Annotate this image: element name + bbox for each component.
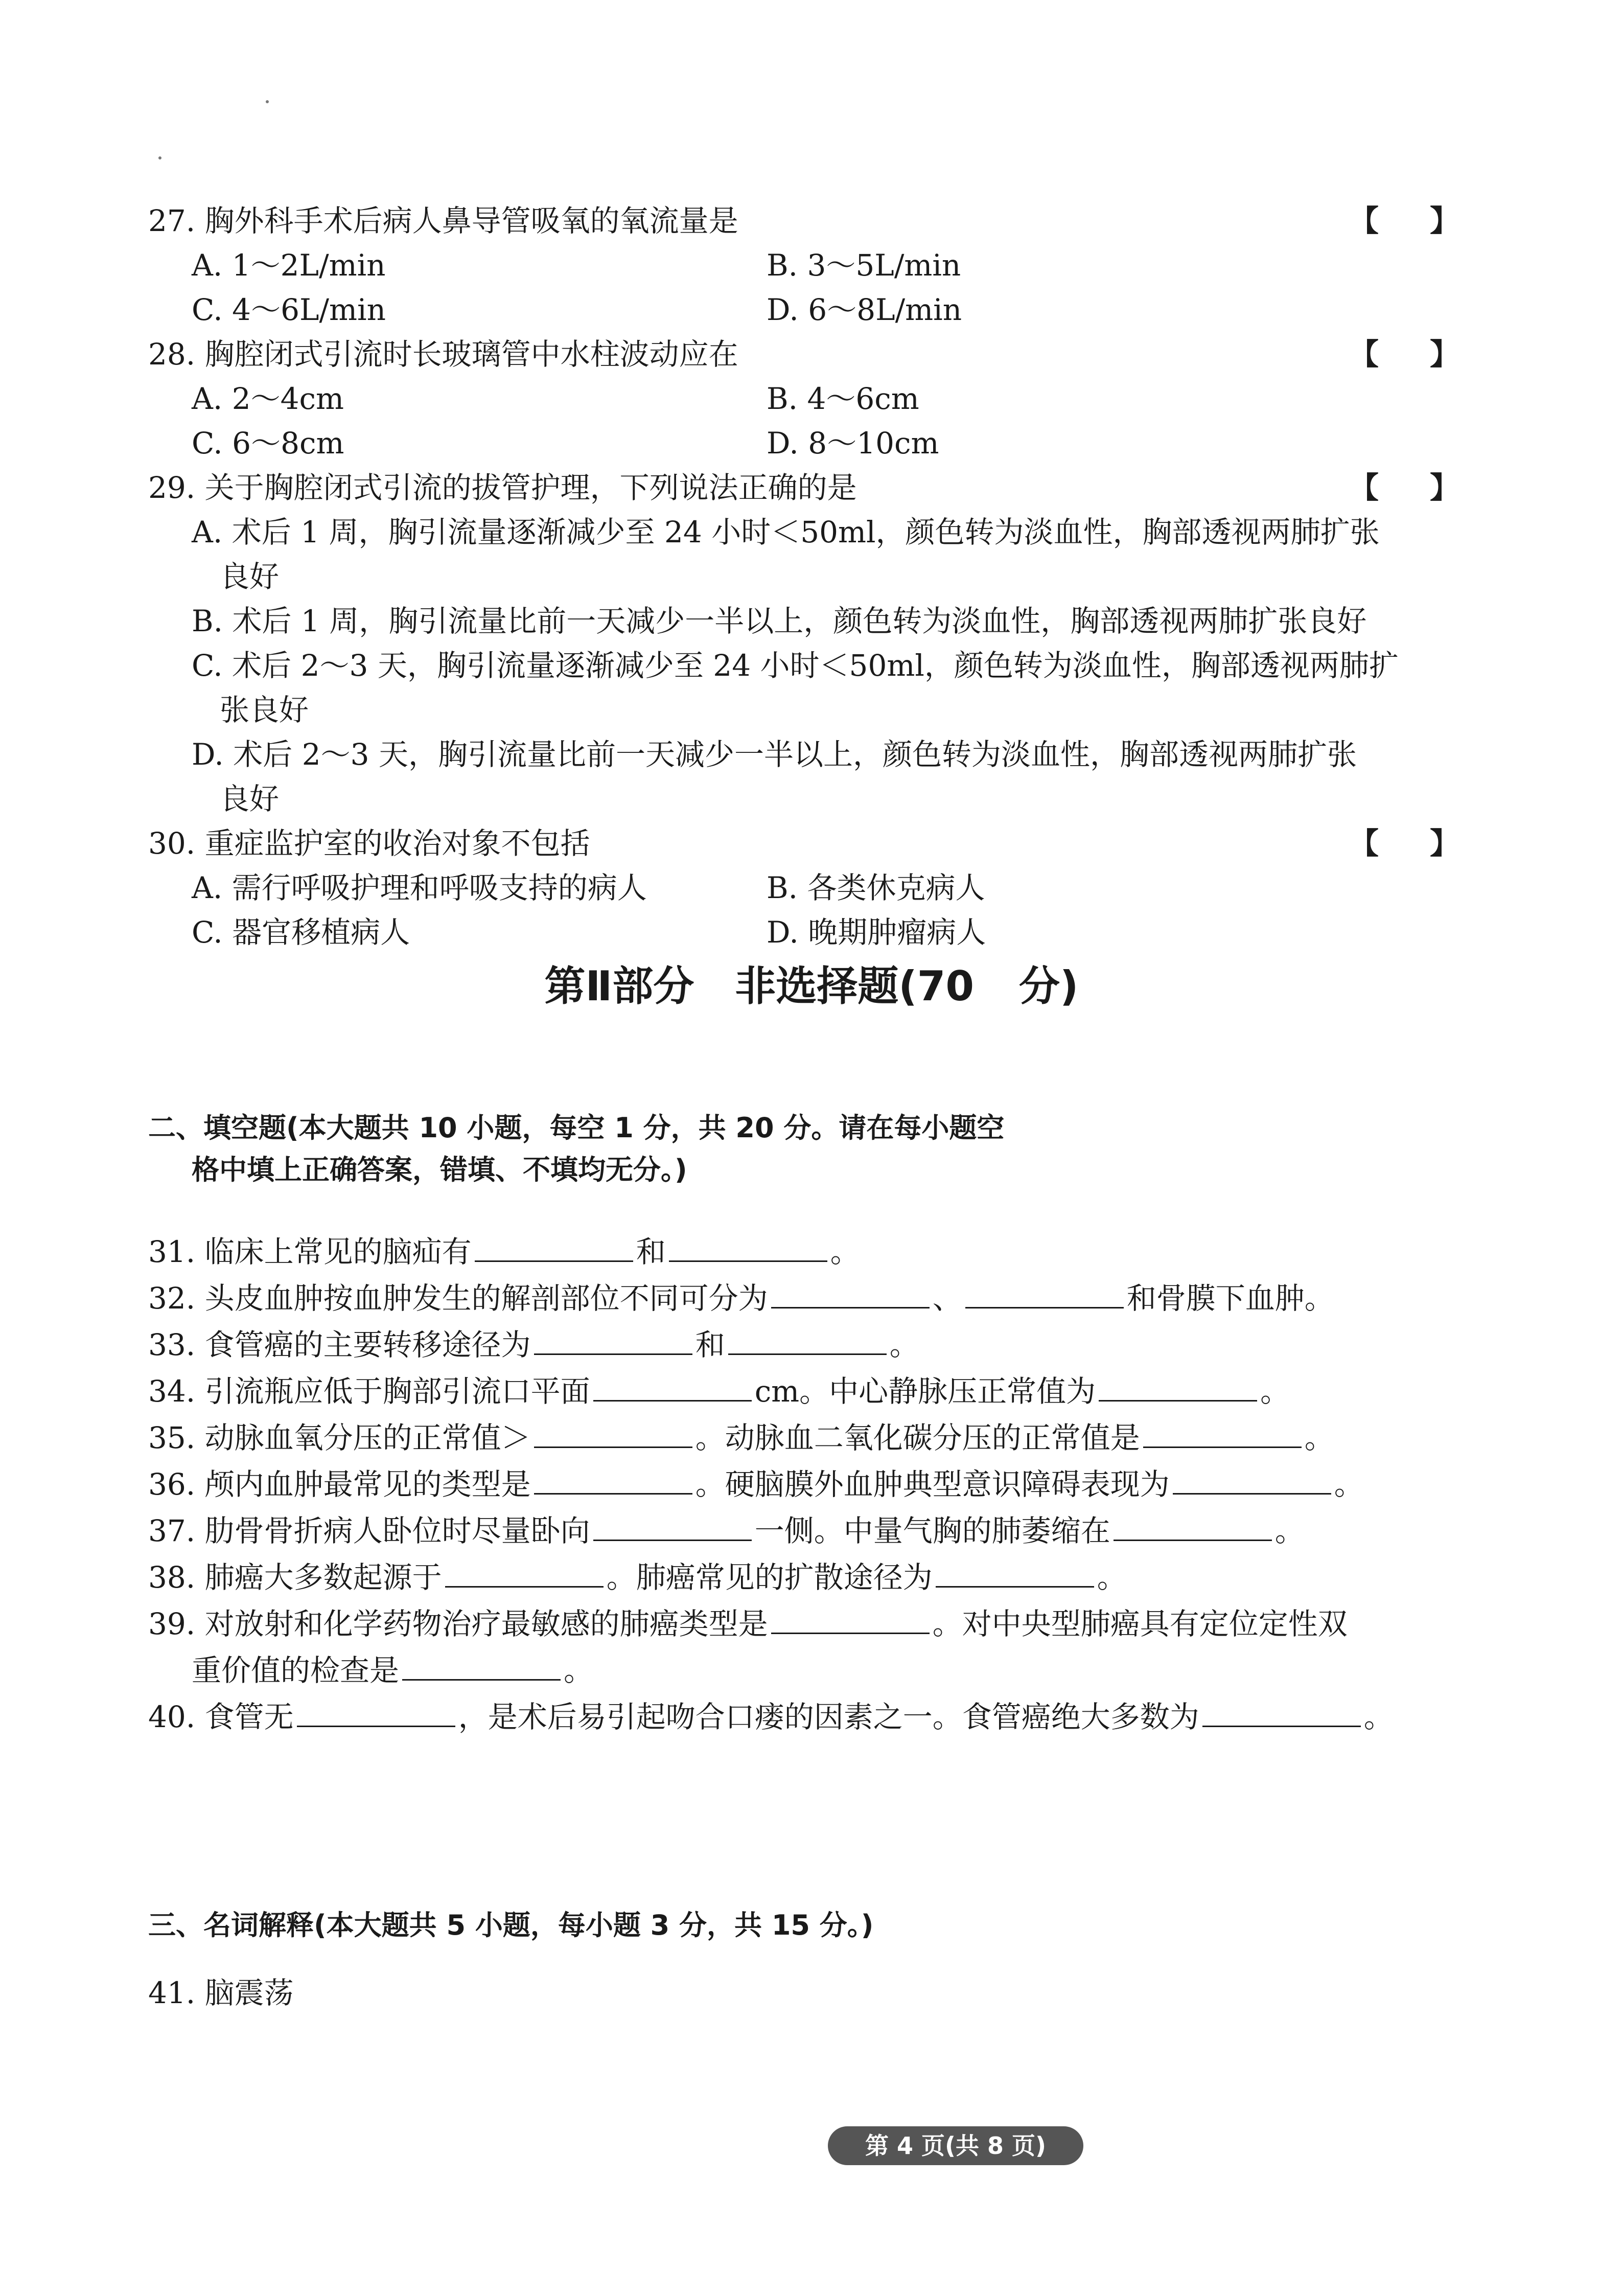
q29-option-c-cont: 张良好: [220, 693, 309, 727]
question-33: 33. 食管癌的主要转移途径为 和 。: [148, 1327, 919, 1362]
q28-option-c: C. 6～8cm: [192, 426, 344, 461]
question-41: 41. 脑震荡: [148, 1976, 294, 2010]
answer-blank[interactable]: [936, 1559, 1094, 1588]
answer-blank[interactable]: [771, 1606, 930, 1634]
answer-blank[interactable]: [534, 1420, 692, 1448]
q29-option-a-cont: 良好: [220, 559, 280, 594]
scan-speck: [158, 156, 161, 159]
scan-speck: [266, 100, 269, 103]
question-34: 34. 引流瓶应低于胸部引流口平面 cm。中心静脉压正常值为 。: [148, 1374, 1290, 1409]
q27-option-d: D. 6～8L/min: [767, 292, 962, 327]
q27-option-b: B. 3～5L/min: [767, 248, 961, 283]
q29-option-a: A. 术后 1 周，胸引流量逐渐减少至 24 小时＜50ml，颜色转为淡血性，胸部透视两肺扩张: [192, 515, 1380, 549]
q28-option-b: B. 4～6cm: [767, 381, 919, 416]
question-32: 32. 头皮血肿按血肿发生的解剖部位不同可分为 、 和骨膜下血肿。: [148, 1281, 1334, 1316]
answer-blank[interactable]: [534, 1327, 692, 1355]
q27-option-a: A. 1～2L/min: [192, 248, 386, 283]
q30-option-d: D. 晚期肿瘤病人: [767, 915, 986, 950]
section-2-heading-cont: 格中填上正确答案，错填、不填均无分。): [192, 1154, 687, 1186]
question-37: 37. 肋骨骨折病人卧位时尽量卧向 一侧。中量气胸的肺萎缩在 。: [148, 1513, 1305, 1548]
part-2-title: 第Ⅱ部分 非选择题(70 分): [544, 962, 1079, 1010]
question-29: 29. 关于胸腔闭式引流的拔管护理，下列说法正确的是: [148, 470, 857, 505]
q28-option-a: A. 2～4cm: [192, 381, 344, 416]
section-2-heading: 二、填空题(本大题共 10 小题，每空 1 分，共 20 分。请在每小题空: [148, 1112, 1005, 1144]
answer-blank[interactable]: [593, 1373, 752, 1402]
q30-option-b: B. 各类休克病人: [767, 870, 985, 905]
question-27: 27. 胸外科手术后病人鼻导管吸氧的氧流量是: [148, 203, 738, 238]
question-40: 40. 食管无 ，是术后易引起吻合口瘘的因素之一。食管癌绝大多数为 。: [148, 1700, 1394, 1734]
q29-option-d-cont: 良好: [220, 782, 280, 816]
answer-bracket-28[interactable]: 【】: [1349, 337, 1511, 372]
answer-blank[interactable]: [534, 1466, 692, 1495]
answer-blank[interactable]: [1173, 1466, 1331, 1495]
answer-blank[interactable]: [593, 1513, 752, 1541]
answer-blank[interactable]: [1099, 1373, 1257, 1402]
answer-bracket-30[interactable]: 【】: [1349, 826, 1511, 861]
q29-option-d: D. 术后 2～3 天，胸引流量比前一天减少一半以上，颜色转为淡血性，胸部透视两肺扩张: [192, 737, 1357, 772]
question-39: 39. 对放射和化学药物治疗最敏感的肺癌类型是 。对中央型肺癌具有定位定性双: [148, 1606, 1348, 1641]
question-31: 31. 临床上常见的脑疝有 和 。: [148, 1234, 860, 1269]
question-39-cont: 重价值的检查是 。: [192, 1653, 594, 1688]
q29-option-c: C. 术后 2～3 天，胸引流量逐渐减少至 24 小时＜50ml，颜色转为淡血性，胸部透视两肺扩: [192, 648, 1399, 683]
q28-option-d: D. 8～10cm: [767, 426, 939, 461]
answer-blank[interactable]: [728, 1327, 887, 1355]
question-38: 38. 肺癌大多数起源于 。肺癌常见的扩散途径为 。: [148, 1560, 1127, 1595]
q27-option-c: C. 4～6L/min: [192, 292, 386, 327]
answer-blank[interactable]: [965, 1280, 1124, 1308]
answer-bracket-27[interactable]: 【】: [1349, 203, 1511, 238]
question-30: 30. 重症监护室的收治对象不包括: [148, 826, 590, 861]
answer-blank[interactable]: [1202, 1699, 1361, 1727]
answer-blank[interactable]: [445, 1559, 604, 1588]
question-36: 36. 颅内血肿最常见的类型是 。硬脑膜外血肿典型意识障碍表现为 。: [148, 1467, 1364, 1502]
answer-blank[interactable]: [402, 1652, 561, 1681]
page-number-badge: 第 4 页(共 8 页): [828, 2126, 1083, 2165]
answer-blank[interactable]: [669, 1234, 827, 1262]
answer-blank[interactable]: [1114, 1513, 1272, 1541]
answer-blank[interactable]: [1143, 1420, 1302, 1448]
q29-option-b: B. 术后 1 周，胸引流量比前一天减少一半以上，颜色转为淡血性，胸部透视两肺扩张良好: [192, 604, 1367, 638]
section-3-heading: 三、名词解释(本大题共 5 小题，每小题 3 分，共 15 分。): [148, 1909, 874, 1941]
answer-bracket-29[interactable]: 【】: [1349, 470, 1511, 505]
answer-blank[interactable]: [475, 1234, 633, 1262]
q30-option-a: A. 需行呼吸护理和呼吸支持的病人: [192, 870, 647, 905]
question-28: 28. 胸腔闭式引流时长玻璃管中水柱波动应在: [148, 337, 738, 372]
answer-blank[interactable]: [297, 1699, 455, 1727]
question-35: 35. 动脉血氧分压的正常值＞ 。动脉血二氧化碳分压的正常值是 。: [148, 1420, 1334, 1455]
answer-blank[interactable]: [771, 1280, 930, 1308]
q30-option-c: C. 器官移植病人: [192, 915, 410, 950]
